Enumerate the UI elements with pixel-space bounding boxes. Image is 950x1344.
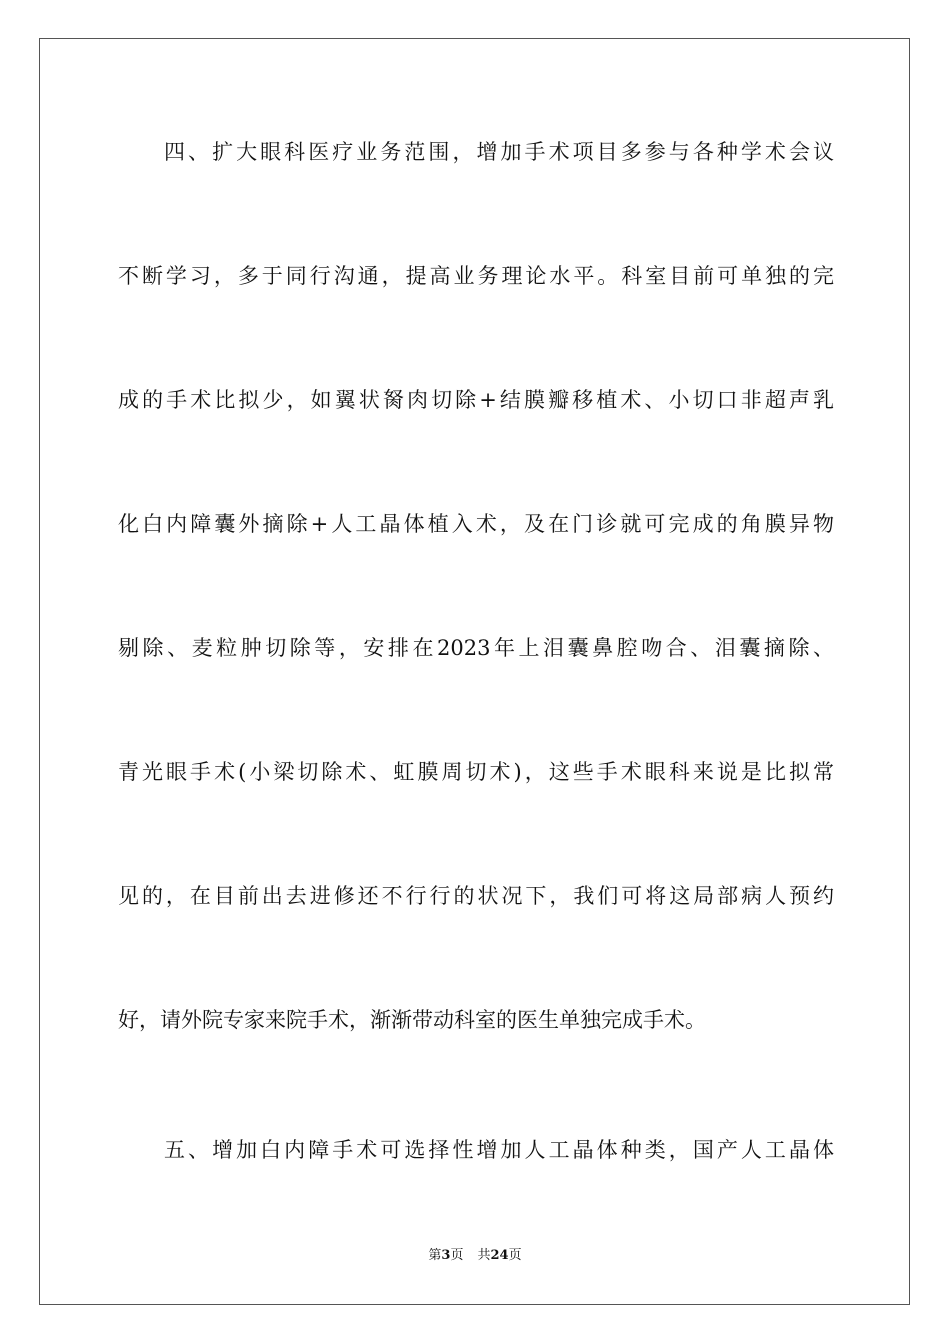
paragraph-line-8: 好，请外院专家来院手术，渐渐带动科室的医生单独完成手术。 <box>118 1008 706 1032</box>
page-border <box>39 38 910 1305</box>
footer-total-prefix: 共 <box>477 1248 491 1263</box>
footer-total-number: 24 <box>490 1248 509 1263</box>
paragraph-line-7: 见的，在目前出去进修还不行行的状况下，我们可将这局部病人预约 <box>118 884 834 908</box>
paragraph-line-5: 剔除、麦粒肿切除等，安排在2023年上泪囊鼻腔吻合、泪囊摘除、 <box>118 636 834 660</box>
footer-page-number: 3 <box>441 1248 451 1263</box>
paragraph-line-9: 五、增加白内障手术可选择性增加人工晶体种类，国产人工晶体 <box>164 1138 834 1162</box>
paragraph-line-2: 不断学习，多于同行沟通，提高业务理论水平。科室目前可单独的完 <box>118 264 834 288</box>
paragraph-line-6: 青光眼手术(小梁切除术、虹膜周切术)，这些手术眼科来说是比拟常 <box>118 760 834 784</box>
footer-page-prefix: 第 <box>428 1248 442 1263</box>
page-footer <box>0 1247 950 1265</box>
footer-total-suffix: 页 <box>508 1248 522 1263</box>
paragraph-line-1: 四、扩大眼科医疗业务范围，增加手术项目多参与各种学术会议 <box>164 140 834 164</box>
paragraph-line-4: 化白内障囊外摘除+人工晶体植入术，及在门诊就可完成的角膜异物 <box>118 512 834 536</box>
paragraph-line-3: 成的手术比拟少，如翼状胬肉切除+结膜瓣移植术、小切口非超声乳 <box>118 388 834 412</box>
footer-page-suffix: 页 <box>450 1248 464 1263</box>
